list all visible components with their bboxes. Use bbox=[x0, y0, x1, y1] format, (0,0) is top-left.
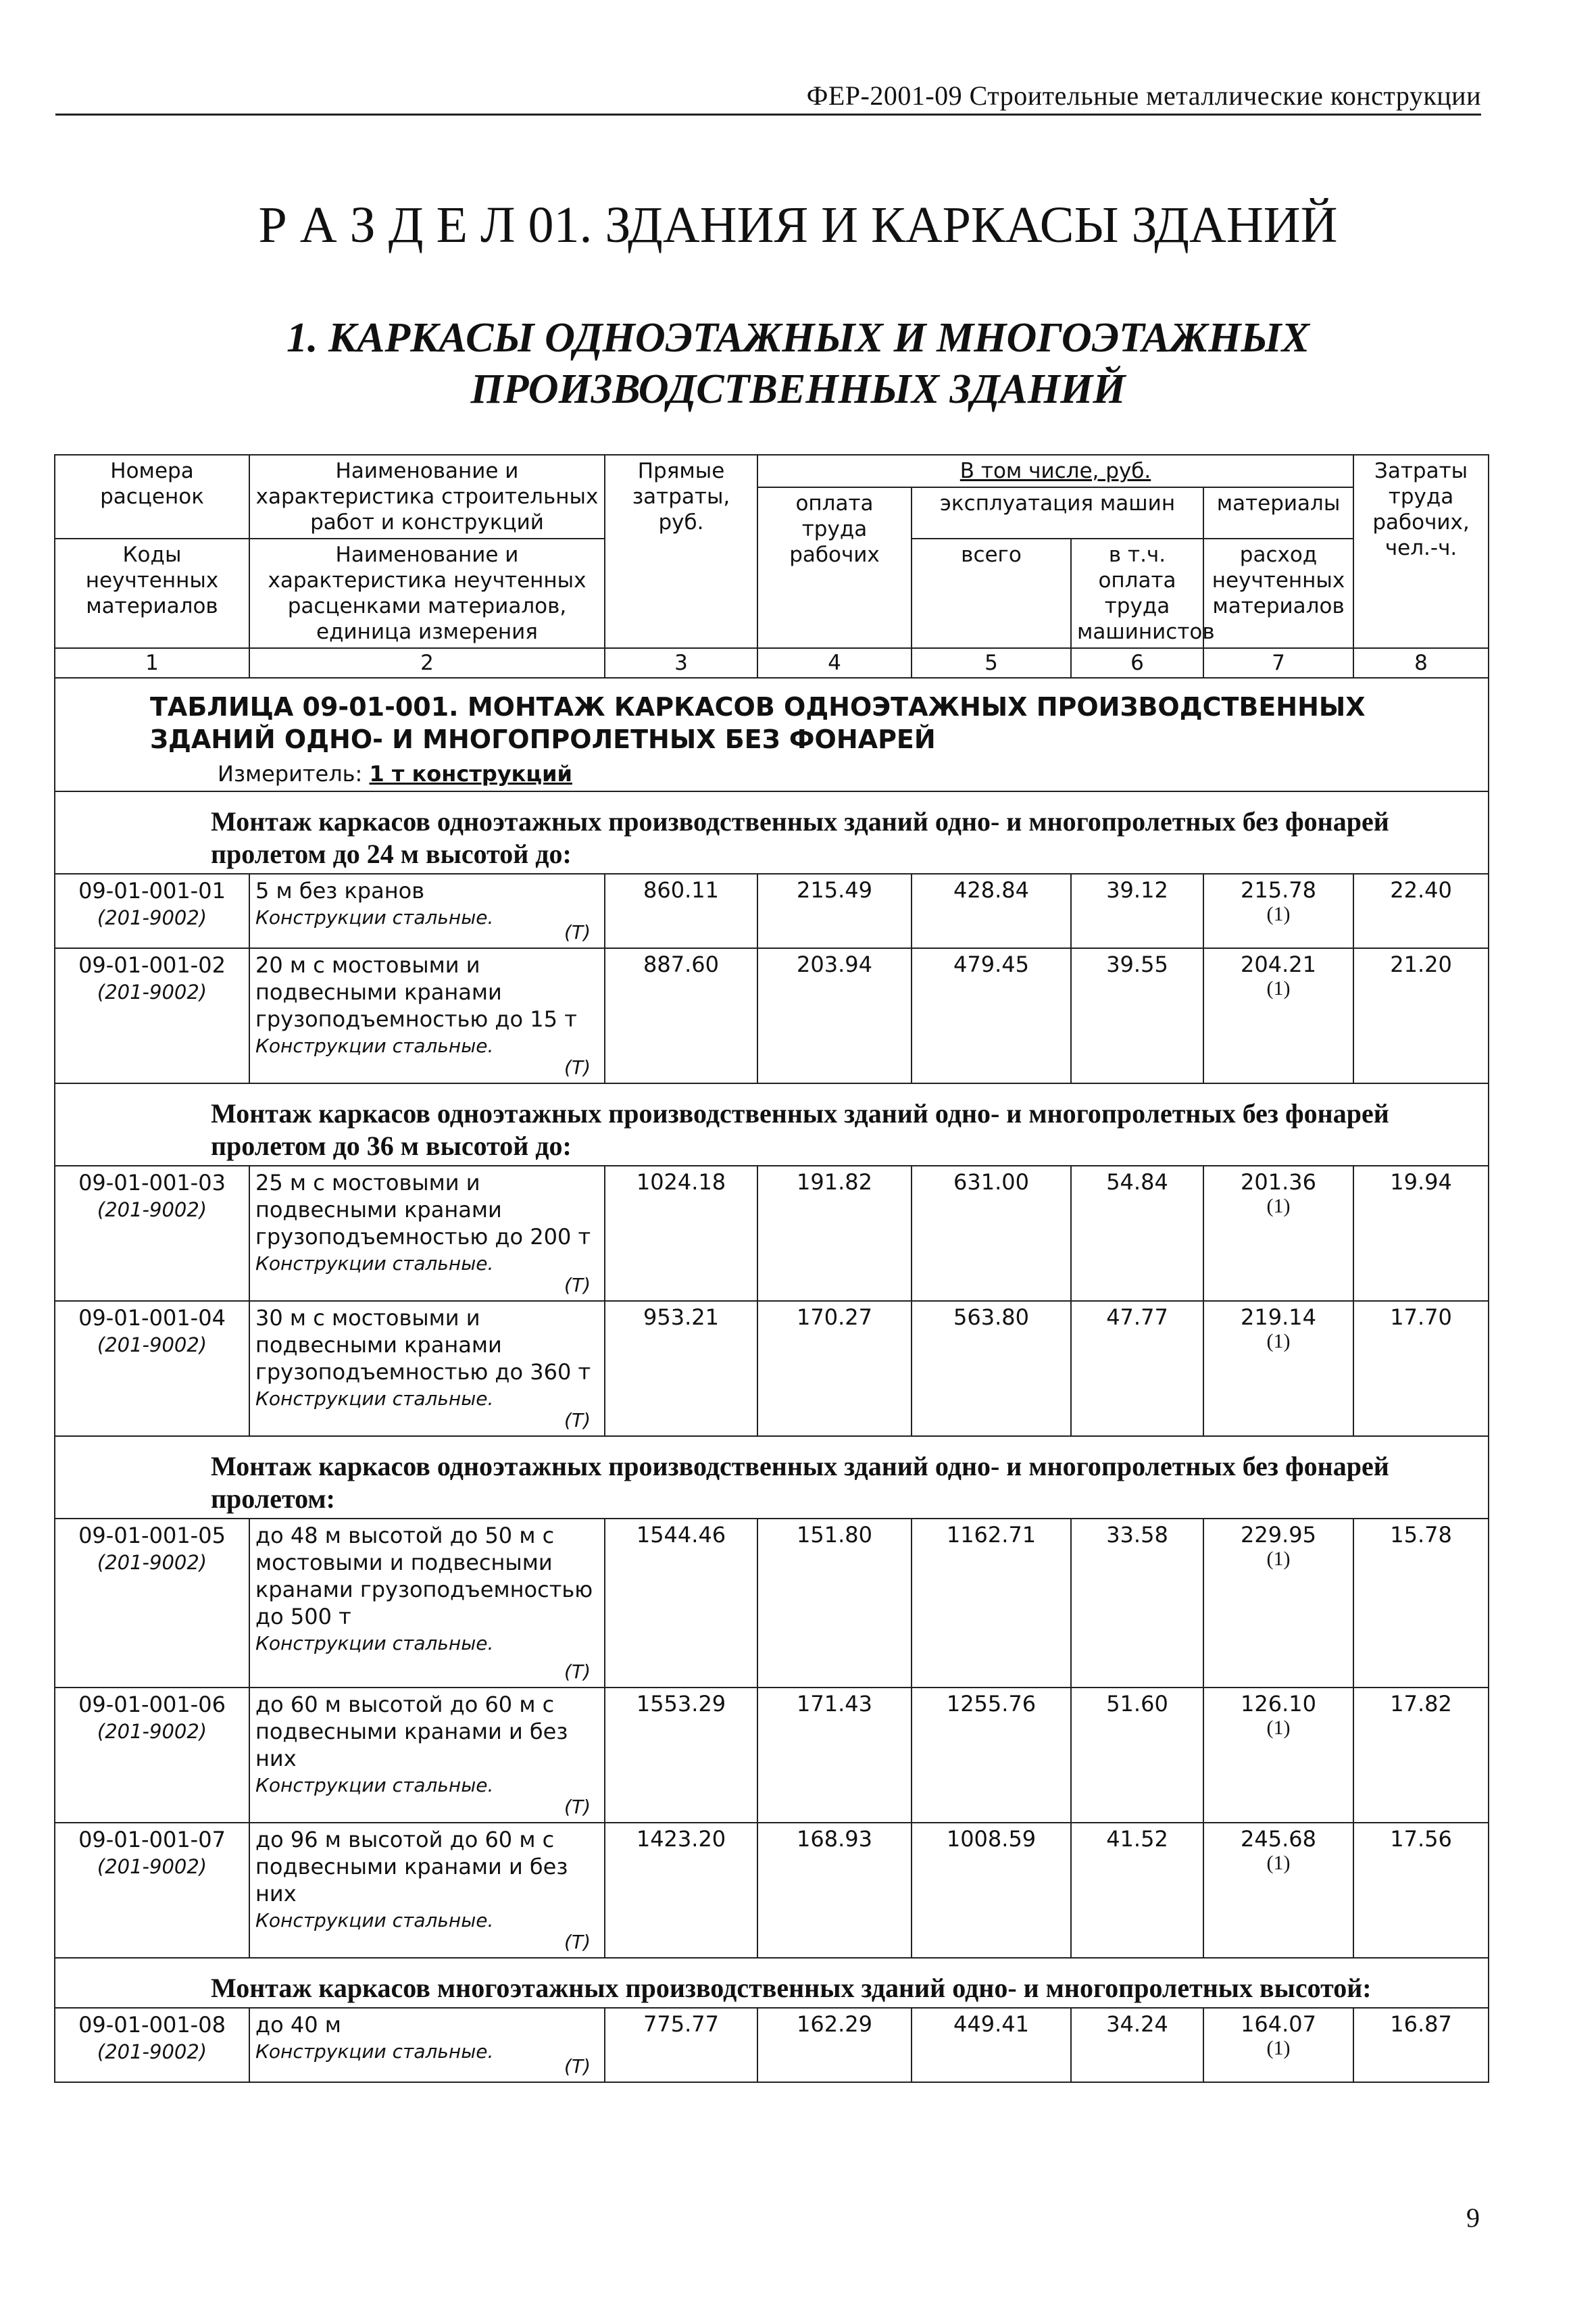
machinist-pay-value: 47.77 bbox=[1071, 1301, 1203, 1436]
rate-code-cell bbox=[55, 874, 249, 948]
rate-code: 09-01-001-04 bbox=[78, 1305, 226, 1331]
rate-description: 5 м без кранов bbox=[255, 878, 425, 904]
material-unit: (1) bbox=[1266, 1195, 1291, 1217]
rate-description: до 96 м высотой до 60 м с подвесными кранами и без них bbox=[255, 1827, 568, 1906]
rate-code-cell bbox=[55, 1166, 249, 1301]
rate-row bbox=[55, 1823, 1489, 1958]
unit-label: Измеритель: bbox=[218, 761, 363, 787]
rate-description: до 48 м высотой до 50 м с мостовыми и подвесными кранами грузоподъемностью до 500 т bbox=[255, 1523, 593, 1629]
group-title-row bbox=[55, 1436, 1489, 1519]
rate-description-cell bbox=[249, 1301, 605, 1436]
rate-row bbox=[55, 2008, 1489, 2082]
material-name: Конструкции стальные. bbox=[255, 1774, 494, 1796]
machinist-pay-value: 54.84 bbox=[1071, 1166, 1203, 1301]
material-code: (201-9002) bbox=[97, 1720, 207, 1743]
column-numbers-row bbox=[55, 648, 1489, 678]
column-number: 8 bbox=[1353, 648, 1489, 678]
material-name: Конструкции стальные. bbox=[255, 1252, 494, 1275]
material-unit: (1) bbox=[1266, 1548, 1291, 1570]
rate-row bbox=[55, 948, 1489, 1083]
direct-costs-value: 1544.46 bbox=[605, 1519, 757, 1688]
header-worker-pay: оплата труда рабочих bbox=[757, 487, 912, 648]
running-header: ФЕР-2001-09 Строительные металлические конструкции bbox=[806, 80, 1481, 111]
group-title: Монтаж каркасов одноэтажных производственных зданий одно- и многопролетных без фонарей пролетом до 24 м высотой до: bbox=[55, 791, 1489, 874]
rate-description-cell bbox=[249, 1166, 605, 1301]
group-title-row bbox=[55, 791, 1489, 874]
header-material-codes: Коды неучтенных материалов bbox=[55, 539, 249, 648]
worker-pay-value: 168.93 bbox=[757, 1823, 912, 1958]
subsection-title bbox=[0, 312, 1596, 415]
rate-description: 30 м с мостовыми и подвесными кранами грузоподъемностью до 360 т bbox=[255, 1305, 591, 1385]
labor-hours-value: 21.20 bbox=[1353, 948, 1489, 1083]
materials-value: 204.21 bbox=[1241, 952, 1316, 977]
rate-code: 09-01-001-08 bbox=[78, 2012, 226, 2038]
table-unit bbox=[69, 761, 1474, 787]
machines-total-value: 428.84 bbox=[912, 874, 1071, 948]
header-machines-total: всего bbox=[912, 539, 1071, 648]
rate-code-cell bbox=[55, 1301, 249, 1436]
header-material-consumption: расход неучтенных материалов bbox=[1203, 539, 1353, 648]
rate-description-cell bbox=[249, 2008, 605, 2082]
unit-marker: (Т) bbox=[564, 2055, 591, 2077]
header-machines: эксплуатация машин bbox=[912, 487, 1203, 539]
group-title-row bbox=[55, 1083, 1489, 1166]
machinist-pay-value: 33.58 bbox=[1071, 1519, 1203, 1688]
table-title-row bbox=[55, 678, 1489, 791]
column-number: 2 bbox=[249, 648, 605, 678]
unit-marker: (Т) bbox=[564, 921, 591, 943]
material-name: Конструкции стальные. bbox=[255, 906, 494, 929]
direct-costs-value: 860.11 bbox=[605, 874, 757, 948]
rate-description-cell bbox=[249, 1688, 605, 1823]
material-name: Конструкции стальные. bbox=[255, 2040, 494, 2063]
materials-cell bbox=[1203, 1301, 1353, 1436]
material-name: Конструкции стальные. bbox=[255, 1909, 494, 1931]
materials-value: 164.07 bbox=[1241, 2011, 1316, 2037]
materials-cell bbox=[1203, 1688, 1353, 1823]
rate-code-cell bbox=[55, 1823, 249, 1958]
rate-code: 09-01-001-01 bbox=[78, 878, 226, 904]
header-including: В том числе, руб. bbox=[757, 455, 1353, 487]
direct-costs-value: 1553.29 bbox=[605, 1688, 757, 1823]
material-unit: (1) bbox=[1266, 903, 1291, 925]
machinist-pay-value: 34.24 bbox=[1071, 2008, 1203, 2082]
rate-code-cell bbox=[55, 1688, 249, 1823]
worker-pay-value: 170.27 bbox=[757, 1301, 912, 1436]
material-name: Конструкции стальные. bbox=[255, 1632, 494, 1654]
rate-description: 25 м с мостовыми и подвесными кранами грузоподъемностью до 200 т bbox=[255, 1170, 591, 1250]
rate-description-cell bbox=[249, 874, 605, 948]
materials-value: 245.68 bbox=[1241, 1826, 1316, 1852]
worker-pay-value: 191.82 bbox=[757, 1166, 912, 1301]
group-title: Монтаж каркасов одноэтажных производственных зданий одно- и многопролетных без фонарей пролетом до 36 м высотой до: bbox=[55, 1083, 1489, 1166]
labor-hours-value: 17.56 bbox=[1353, 1823, 1489, 1958]
worker-pay-value: 215.49 bbox=[757, 874, 912, 948]
group-title: Монтаж каркасов многоэтажных производственных зданий одно- и многопролетных высотой: bbox=[55, 1958, 1489, 2008]
group-title: Монтаж каркасов одноэтажных производственных зданий одно- и многопролетных без фонарей пролетом: bbox=[55, 1436, 1489, 1519]
machines-total-value: 1008.59 bbox=[912, 1823, 1071, 1958]
unit-marker: (Т) bbox=[564, 1931, 591, 1953]
rate-code: 09-01-001-05 bbox=[78, 1523, 226, 1548]
rate-code: 09-01-001-07 bbox=[78, 1827, 226, 1852]
rate-code-cell bbox=[55, 2008, 249, 2082]
material-unit: (1) bbox=[1266, 2037, 1291, 2059]
unit-marker: (Т) bbox=[564, 1409, 591, 1431]
material-unit: (1) bbox=[1266, 1852, 1291, 1874]
machines-total-value: 449.41 bbox=[912, 2008, 1071, 2082]
column-number: 7 bbox=[1203, 648, 1353, 678]
materials-cell bbox=[1203, 1823, 1353, 1958]
header-materials: материалы bbox=[1203, 487, 1353, 539]
subsection-title-line2: ПРОИЗВОДСТВЕННЫХ ЗДАНИЙ bbox=[470, 366, 1126, 412]
worker-pay-value: 203.94 bbox=[757, 948, 912, 1083]
material-code: (201-9002) bbox=[97, 906, 207, 929]
subsection-title-line1: 1. КАРКАСЫ ОДНОЭТАЖНЫХ И МНОГОЭТАЖНЫХ bbox=[286, 315, 1310, 361]
labor-hours-value: 16.87 bbox=[1353, 2008, 1489, 2082]
material-unit: (1) bbox=[1266, 977, 1291, 1000]
direct-costs-value: 1423.20 bbox=[605, 1823, 757, 1958]
labor-hours-value: 17.70 bbox=[1353, 1301, 1489, 1436]
labor-hours-value: 15.78 bbox=[1353, 1519, 1489, 1688]
material-code: (201-9002) bbox=[97, 1855, 207, 1878]
material-code: (201-9002) bbox=[97, 981, 207, 1004]
machines-total-value: 1162.71 bbox=[912, 1519, 1071, 1688]
unit-marker: (Т) bbox=[564, 1660, 591, 1683]
material-code: (201-9002) bbox=[97, 1198, 207, 1221]
header-work-name: Наименование и характеристика строительных работ и конструкций bbox=[249, 455, 605, 539]
unit-marker: (Т) bbox=[564, 1274, 591, 1296]
unit-value: 1 т конструкций bbox=[369, 761, 572, 787]
materials-cell bbox=[1203, 948, 1353, 1083]
machinist-pay-value: 51.60 bbox=[1071, 1688, 1203, 1823]
rate-code: 09-01-001-02 bbox=[78, 952, 226, 978]
header-rule bbox=[55, 114, 1481, 116]
material-name: Конструкции стальные. bbox=[255, 1387, 494, 1410]
worker-pay-value: 162.29 bbox=[757, 2008, 912, 2082]
rate-description: до 40 м bbox=[255, 2012, 341, 2038]
rate-row bbox=[55, 1688, 1489, 1823]
rates-table bbox=[54, 454, 1489, 2083]
worker-pay-value: 171.43 bbox=[757, 1688, 912, 1823]
machines-total-value: 563.80 bbox=[912, 1301, 1071, 1436]
table-title: ТАБЛИЦА 09-01-001. МОНТАЖ КАРКАСОВ ОДНОЭТАЖНЫХ ПРОИЗВОДСТВЕННЫХ ЗДАНИЙ ОДНО- И МНОГОПРОЛЕТНЫХ БЕЗ ФОНАРЕЙ bbox=[150, 692, 1366, 754]
rate-code-cell bbox=[55, 948, 249, 1083]
direct-costs-value: 887.60 bbox=[605, 948, 757, 1083]
worker-pay-value: 151.80 bbox=[757, 1519, 912, 1688]
rate-code: 09-01-001-06 bbox=[78, 1692, 226, 1717]
materials-cell bbox=[1203, 1519, 1353, 1688]
direct-costs-value: 953.21 bbox=[605, 1301, 757, 1436]
rate-row bbox=[55, 1301, 1489, 1436]
column-number: 4 bbox=[757, 648, 912, 678]
unit-marker: (Т) bbox=[564, 1056, 591, 1079]
material-code: (201-9002) bbox=[97, 1551, 207, 1574]
materials-value: 219.14 bbox=[1241, 1304, 1316, 1330]
header-labor-hours: Затраты труда рабочих, чел.-ч. bbox=[1353, 455, 1489, 648]
machines-total-value: 1255.76 bbox=[912, 1688, 1071, 1823]
rate-description-cell bbox=[249, 1519, 605, 1688]
rate-row bbox=[55, 874, 1489, 948]
labor-hours-value: 17.82 bbox=[1353, 1688, 1489, 1823]
column-number: 3 bbox=[605, 648, 757, 678]
material-unit: (1) bbox=[1266, 1717, 1291, 1739]
material-code: (201-9002) bbox=[97, 2040, 207, 2063]
rate-description-cell bbox=[249, 1823, 605, 1958]
direct-costs-value: 775.77 bbox=[605, 2008, 757, 2082]
materials-cell bbox=[1203, 2008, 1353, 2082]
direct-costs-value: 1024.18 bbox=[605, 1166, 757, 1301]
material-unit: (1) bbox=[1266, 1330, 1291, 1352]
machines-total-value: 479.45 bbox=[912, 948, 1071, 1083]
header-material-names: Наименование и характеристика неучтенных расценками материалов, единица измерения bbox=[249, 539, 605, 648]
machines-total-value: 631.00 bbox=[912, 1166, 1071, 1301]
unit-marker: (Т) bbox=[564, 1796, 591, 1818]
machinist-pay-value: 39.12 bbox=[1071, 874, 1203, 948]
rate-row bbox=[55, 1166, 1489, 1301]
column-number: 5 bbox=[912, 648, 1071, 678]
column-number: 1 bbox=[55, 648, 249, 678]
labor-hours-value: 19.94 bbox=[1353, 1166, 1489, 1301]
material-name: Конструкции стальные. bbox=[255, 1035, 494, 1057]
materials-value: 201.36 bbox=[1241, 1169, 1316, 1195]
rate-row bbox=[55, 1519, 1489, 1688]
rate-code: 09-01-001-03 bbox=[78, 1170, 226, 1196]
machinist-pay-value: 39.55 bbox=[1071, 948, 1203, 1083]
materials-value: 215.78 bbox=[1241, 877, 1316, 903]
material-code: (201-9002) bbox=[97, 1333, 207, 1356]
materials-cell bbox=[1203, 874, 1353, 948]
materials-value: 126.10 bbox=[1241, 1691, 1316, 1717]
header-direct-costs: Прямые затраты, руб. bbox=[605, 455, 757, 648]
header-machinist-pay: в т.ч. оплата труда машинистов bbox=[1071, 539, 1203, 648]
labor-hours-value: 22.40 bbox=[1353, 874, 1489, 948]
header-rate-numbers: Номера расценок bbox=[55, 455, 249, 539]
rate-description-cell bbox=[249, 948, 605, 1083]
materials-value: 229.95 bbox=[1241, 1522, 1316, 1548]
group-title-row bbox=[55, 1958, 1489, 2008]
page-number: 9 bbox=[1466, 2202, 1480, 2233]
rate-code-cell bbox=[55, 1519, 249, 1688]
column-number: 6 bbox=[1071, 648, 1203, 678]
rate-description: до 60 м высотой до 60 м с подвесными кранами и без них bbox=[255, 1692, 568, 1771]
materials-cell bbox=[1203, 1166, 1353, 1301]
machinist-pay-value: 41.52 bbox=[1071, 1823, 1203, 1958]
section-title: Р А З Д Е Л 01. ЗДАНИЯ И КАРКАСЫ ЗДАНИЙ bbox=[258, 197, 1338, 253]
rate-description: 20 м с мостовыми и подвесными кранами грузоподъемностью до 15 т bbox=[255, 952, 577, 1032]
